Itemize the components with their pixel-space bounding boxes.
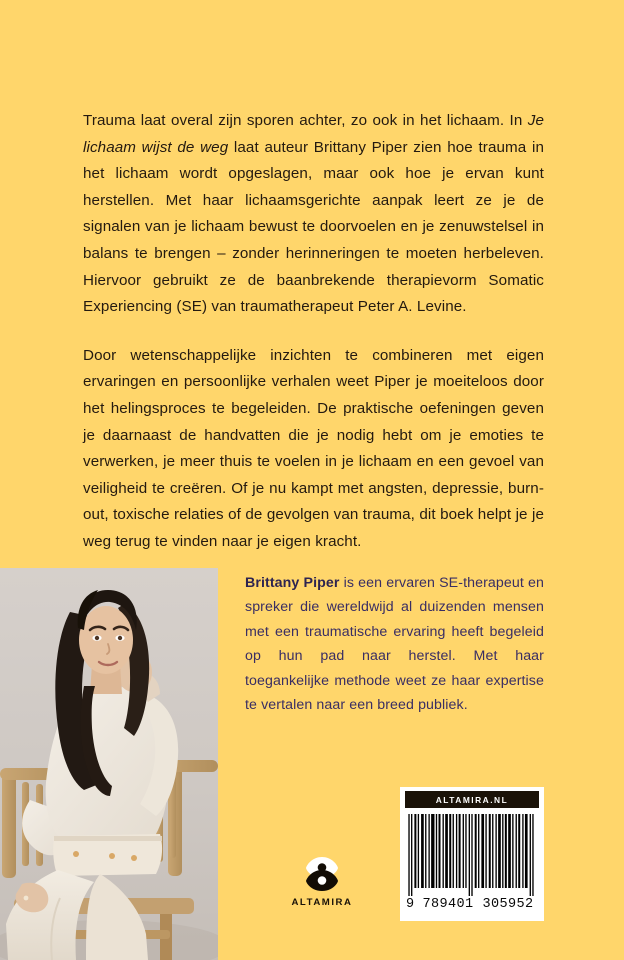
altamira-eye-icon xyxy=(305,856,339,892)
barcode-banner: ALTAMIRA.NL xyxy=(405,791,539,808)
barcode-block xyxy=(400,787,544,921)
publisher-logo xyxy=(283,856,361,908)
author-bio xyxy=(245,571,544,717)
blurb-paragraph-1 xyxy=(83,108,544,321)
back-cover-blurb xyxy=(83,108,544,556)
book-title-italic: Je lichaam wijst de weg xyxy=(83,112,544,156)
author-bio-paragraph xyxy=(245,571,544,717)
isbn-right-group: 305952 xyxy=(482,897,534,912)
blurb-text-1a: Trauma laat overal zijn sporen achter, zo ook in het lichaam. In xyxy=(83,112,528,129)
publisher-wordmark: ALTAMIRA xyxy=(291,897,353,908)
author-bio-text: is een ervaren SE-therapeut en spreker die wereldwijd al duizenden mensen met een traumatische ervaring heeft begeleid op hun pad naar herstel. Met haar toegankelijke methode weet ze haar expertise te vertalen naar een breed publiek. xyxy=(245,575,544,714)
isbn-left-group: 789401 xyxy=(422,897,474,912)
author-photo-illustration xyxy=(0,568,218,960)
blurb-text-1b: laat auteur Brittany Piper zien hoe trauma in het lichaam wordt opgeslagen, maar ook hoe je ervan kunt herstellen. Met haar lichaamsgerichte aanpak leert ze je de signalen van je lichaam bewust te doorvoelen en je zenuwstelsel in balans te brengen – zonder herinneringen te moeten herbeleven. Hiervoor gebruikt ze de baanbrekende therapievorm Somatic Experiencing (SE) van traumatherapeut Peter A. Levine. xyxy=(83,138,545,316)
author-photo xyxy=(0,568,218,960)
blurb-paragraph-2: Door wetenschappelijke inzichten te combineren met eigen ervaringen en persoonlijke verhalen weet Piper je moeiteloos door het helingsproces te begeleiden. De praktische oefeningen geven je daarnaast de handvatten die je nodig hebt om je emoties te verwerken, je meer thuis te voelen in je lichaam en een gevoel van veiligheid te creëren. Of je nu kampt met angsten, depressie, burn-out, toxische relaties of de gevolgen van trauma, dit boek helpt je je weg terug te vinden naar je eigen kracht. xyxy=(83,346,544,550)
barcode-bars-svg xyxy=(405,814,539,896)
barcode-bars xyxy=(405,814,539,896)
isbn-lead-digit: 9 xyxy=(406,897,415,912)
author-name: Brittany Piper xyxy=(245,575,340,591)
barcode-digits xyxy=(405,897,539,912)
